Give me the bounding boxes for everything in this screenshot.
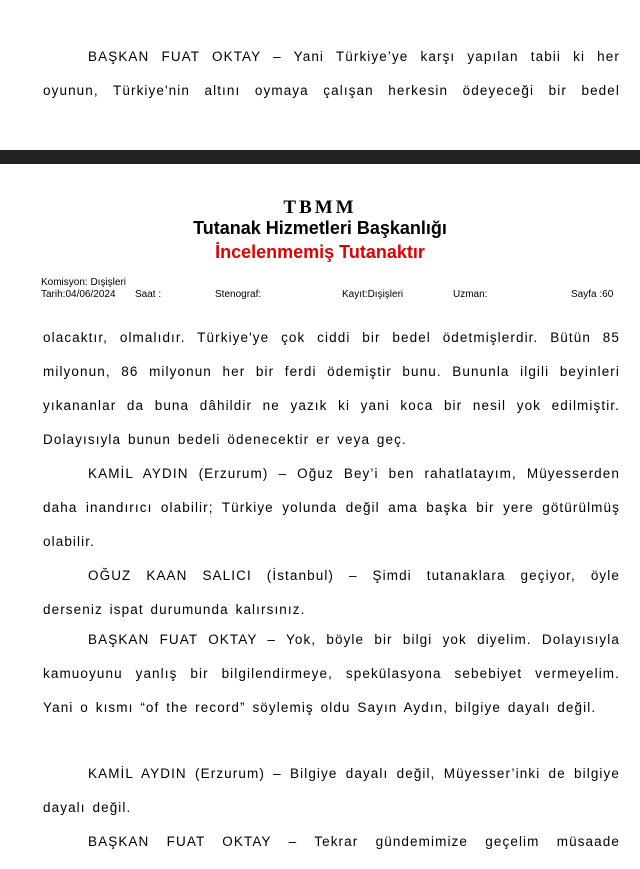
header-tbmm: TBMM: [283, 197, 357, 218]
paragraph: olacaktır, olmalıdır. Türkiye'ye çok ciddi bir bedel ödetmişlerdir. Bütün 85 milyonun, 86 milyonun her bir ferdi ödemiştir bunu. Bununla ilgili beyinleri yıkananlar da buna dâhildir ne yazık ki yani koca bir nesil yok edilmiştir. Dolayısıyla bunun bedeli ödenecektir er veya geç.: [43, 330, 620, 447]
paragraph: OĞUZ KAAN SALICI (İstanbul) – Şimdi tutanaklara geçiyor, öyle derseniz ispat durumunda kalırsınız.: [43, 568, 620, 617]
paragraph-text: – Yani Türkiye’ye karşı yapılan tabii ki her oyunun, Türkiye'nin altını oymaya çalışan herkesin ödeyeceği bir bedel: [43, 49, 620, 98]
paragraph: KAMİL AYDIN (Erzurum) – Oğuz Bey’i ben rahatlatayım, Müyesserden daha inandırıcı olabilir; Türkiye yolunda değil ama başka bir yere götürülmüş olabilir.: [43, 466, 620, 549]
meta-sayfa: Sayfa :60: [571, 289, 614, 300]
meta-stenograf: Stenograf:: [215, 289, 262, 300]
meta-saat: Saat :: [135, 289, 162, 300]
meta-tarih: Tarih:04/06/2024: [41, 289, 116, 300]
paragraph: KAMİL AYDIN (Erzurum) – Bilgiye dayalı değil, Müyesser’inki de bilgiye dayalı değil.: [43, 766, 620, 815]
page-divider: [0, 150, 640, 164]
speaker-name: BAŞKAN FUAT OKTAY: [88, 49, 262, 64]
top-fragment-paragraph: [43, 40, 620, 108]
paragraph: BAŞKAN FUAT OKTAY – Yok, böyle bir bilgi yok diyelim. Dolayısıyla kamuoyunu yanlış bir bilgilendirmeye, spekülasyona sebebiyet vermeyelim. Yani o kısmı “of the record” söylemiş oldu Sayın Aydın, bilgiye dayalı değil.: [43, 632, 620, 715]
paragraph: BAŞKAN FUAT OKTAY – Tekrar gündemimize geçelim müsaade: [88, 834, 620, 849]
meta-komisyon: Komisyon: Dışişleri: [41, 277, 127, 288]
header-status: İncelenmemiş Tutanaktır: [215, 242, 425, 262]
meta-uzman: Uzman:: [453, 289, 488, 300]
meta-kayit: Kayıt:Dışişleri: [342, 289, 404, 300]
header-office: Tutanak Hizmetleri Başkanlığı: [193, 218, 447, 238]
